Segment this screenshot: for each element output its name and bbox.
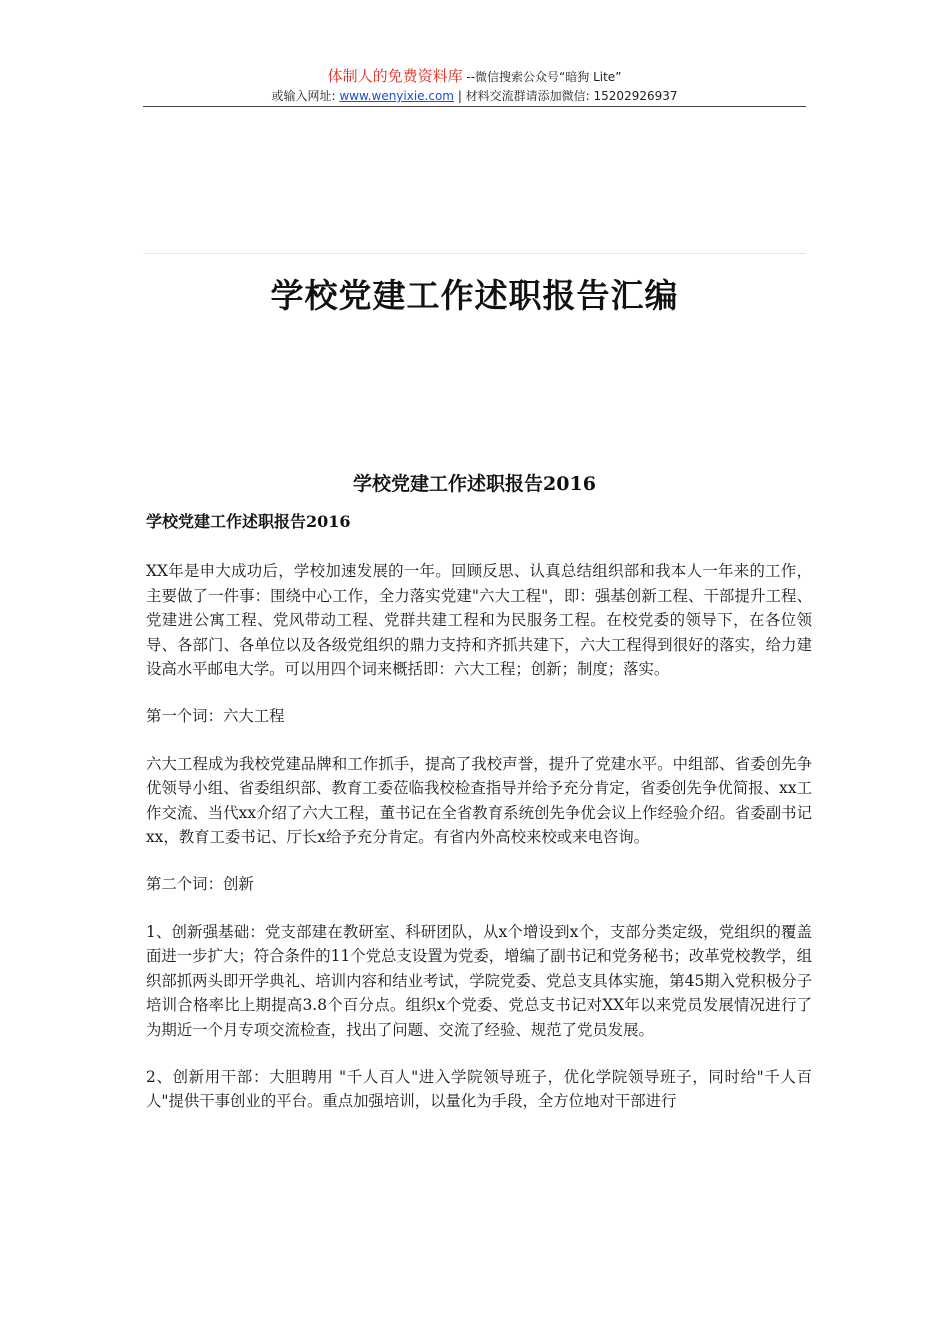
document-main-title: 学校党建工作述职报告汇编 (270, 276, 679, 315)
paragraph-innovation-cadres: 2、创新用干部：大胆聘用 "千人百人"进入学院领导班子，优化学院领导班子，同时给"千人百人"提供干事创业的平台。重点加强培训，以量化为手段，全方位地对干部进行 (146, 1067, 812, 1111)
paragraph-intro: XX年是申大成功后，学校加速发展的一年。回顾反思、认真总结组织部和我本人一年来的工作，主要做了一件事：围绕中心工作，全力落实党建"六大工程"，即：强基创新工程、干部提升工程、党建进公寓工程、党风带动工程、党群共建工程和为民服务工程。在校党委的领导下，在各位领导、各部门、各单位以及各级党组织的鼎力支持和齐抓共建下，六大工程得到很好的落实，给力建设高水平邮电大学。可以用四个词来概括即：六大工程；创新；制度；落实。 (146, 562, 812, 679)
report-section-title: 学校党建工作述职报告2016 (353, 473, 596, 495)
header-url-link[interactable]: www.wenyixie.com (339, 89, 454, 103)
document-body (146, 510, 812, 1137)
header-url-line (143, 87, 806, 105)
header-subtitle: --微信搜索公众号“暗狗 Lite” (462, 70, 622, 84)
header-contact: | 材料交流群请添加微信: 15202926937 (454, 89, 678, 103)
section-divider (143, 253, 806, 254)
header-url-prefix: 或输入网址: (271, 89, 340, 103)
page-header (143, 66, 806, 105)
header-promo-line (143, 66, 806, 87)
heading-first-word: 第一个词：六大工程 (146, 707, 285, 726)
paragraph-innovation-foundation: 1、创新强基础：党支部建在教研室、科研团队，从x个增设到x个，支部分类定级，党组织的覆盖面进一步扩大；符合条件的11个党总支设置为党委，增编了副书记和党务秘书；改革党校教学，组织部抓两头即开学典礼、培训内容和结业考试，学院党委、党总支具体实施，第45期入党积极分子培训合格率比上期提高3.8个百分点。组织x个党委、党总支书记对XX年以来党员发展情况进行了为期近一个月专项交流检查，找出了问题、交流了经验、规范了党员发展。 (146, 922, 812, 1039)
header-brand: 体制人的免费资料库 (327, 67, 463, 85)
paragraph-six-projects: 六大工程成为我校党建品牌和工作抓手，提高了我校声誉，提升了党建水平。中组部、省委创先争优领导小组、省委组织部、教育工委莅临我校检查指导并给予充分肯定，省委创先争优简报、xx工作交流、当代xx介绍了六大工程，董书记在全省教育系统创先争优会议上作经验介绍。省委副书记xx，教育工委书记、厅长x给予充分肯定。有省内外高校来校或来电咨询。 (146, 754, 812, 847)
heading-second-word: 第二个词：创新 (146, 875, 254, 894)
header-divider (143, 106, 806, 107)
report-subheading: 学校党建工作述职报告2016 (146, 512, 351, 531)
